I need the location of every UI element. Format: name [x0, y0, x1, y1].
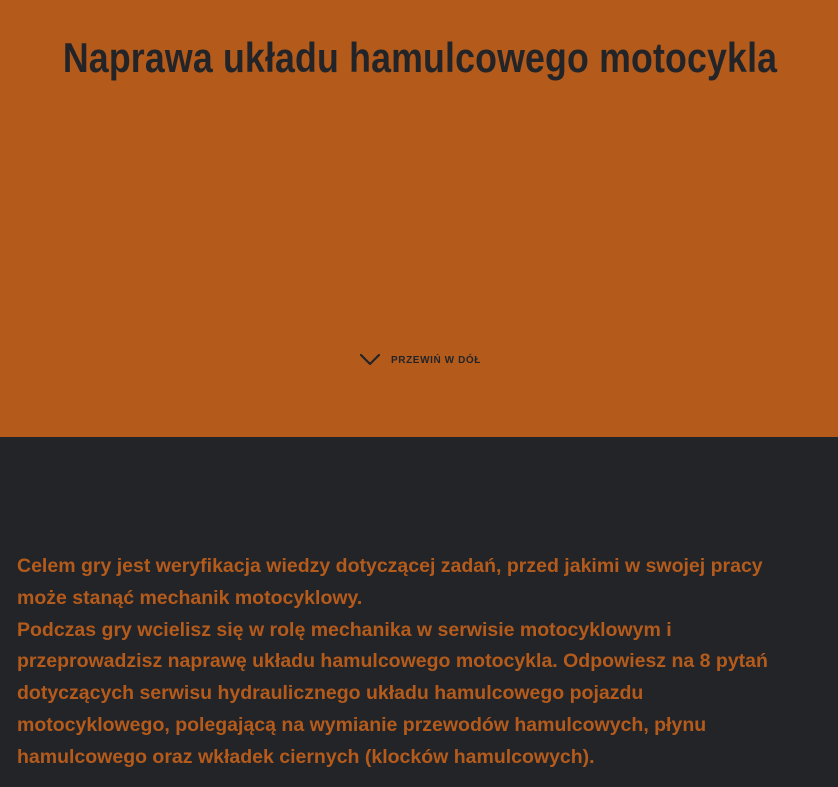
intro-paragraph-goal: Celem gry jest weryfikacja wiedzy dotyczącej zadań, przed jakimi w swojej pracy może stanąć mechanik motocyklowy.	[17, 555, 763, 609]
intro-paragraph-details: Podczas gry wcielisz się w rolę mechanika w serwisie motocyklowym i przeprowadzisz naprawę układu hamulcowego motocykla. Odpowiesz na 8 pytań dotyczących serwisu hydraulicznego układu hamulcowego pojazdu motocyklowego, polegającą na wymianie przewodów hamulcowych, płynu hamulcowego oraz wkładek ciernych (klocków hamulcowych).	[17, 618, 768, 768]
chevron-down-icon	[359, 353, 381, 367]
game-description	[17, 551, 787, 774]
scroll-down-label: PRZEWIŃ W DÓŁ	[391, 354, 482, 366]
page-title: Naprawa układu hamulcowego motocykla	[62, 34, 778, 81]
scroll-down-button[interactable]	[359, 350, 481, 370]
content-section	[0, 437, 838, 787]
